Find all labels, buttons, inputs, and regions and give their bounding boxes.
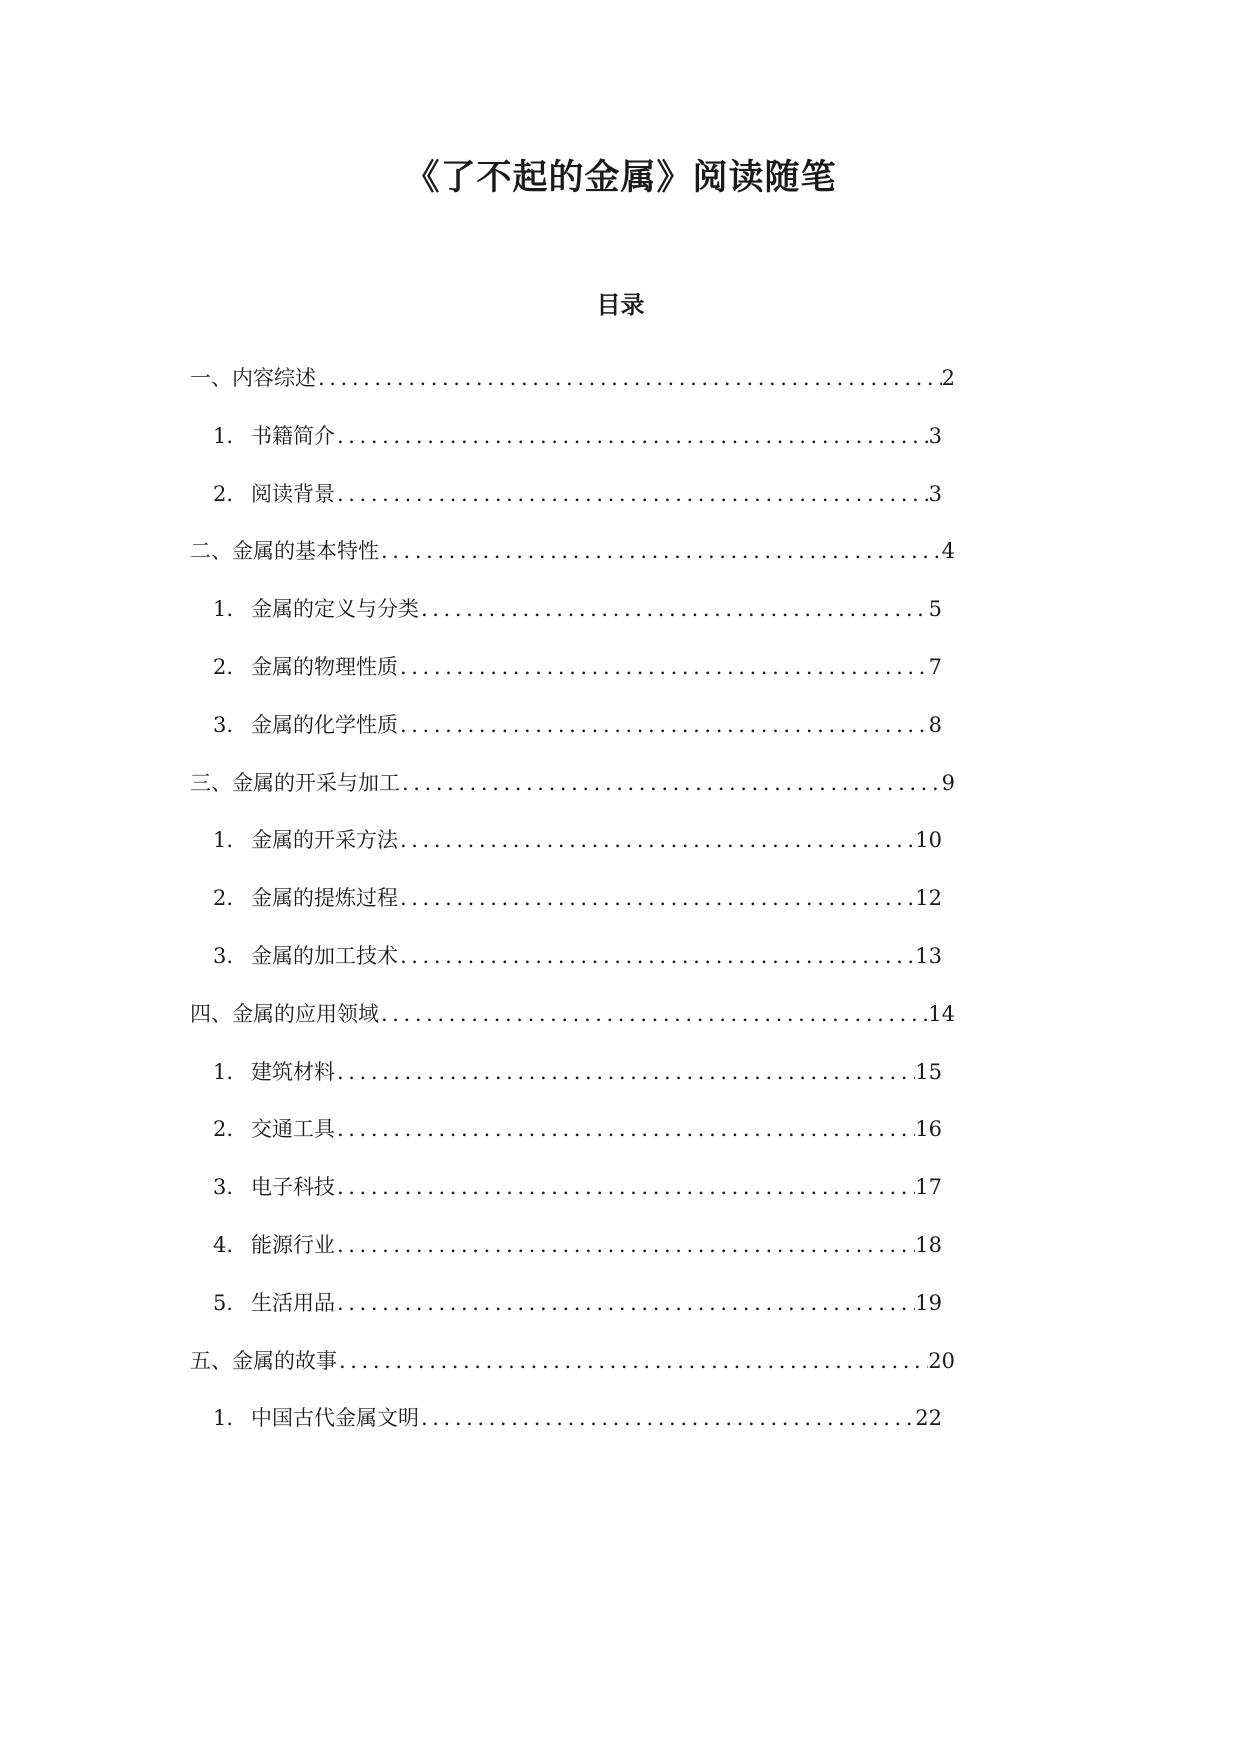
toc-entry-title: 交通工具 bbox=[251, 1117, 335, 1142]
toc-section-entry[interactable] bbox=[190, 536, 955, 566]
toc-entry-title: 金属的加工技术 bbox=[251, 944, 398, 968]
toc-section-entry[interactable] bbox=[190, 999, 955, 1029]
toc-dot-leader bbox=[398, 825, 915, 855]
toc-entry-number: 3. bbox=[213, 1175, 234, 1200]
toc-entry-title: 书籍简介 bbox=[251, 423, 335, 448]
toc-entry-title: 金属的开采方法 bbox=[251, 828, 398, 853]
toc-entry-title: 电子科技 bbox=[251, 1175, 335, 1200]
toc-entry-number: 1. bbox=[213, 1406, 234, 1431]
toc-dot-leader bbox=[335, 1230, 915, 1260]
toc-entry-page-number: 10 bbox=[915, 828, 942, 853]
toc-entry-number: 1. bbox=[213, 828, 234, 853]
toc-entry-page-number: 13 bbox=[915, 944, 942, 968]
toc-subsection-entry[interactable] bbox=[213, 594, 942, 624]
toc-entry-number: 5. bbox=[213, 1290, 234, 1315]
toc-subsection-entry[interactable] bbox=[213, 1403, 942, 1433]
toc-dot-leader bbox=[379, 536, 942, 566]
toc-subsection-entry[interactable] bbox=[213, 479, 942, 509]
toc-entry-number: 2. bbox=[213, 655, 234, 679]
toc-section-entry[interactable] bbox=[190, 768, 955, 798]
toc-entry-title: 四、金属的应用领域 bbox=[190, 1001, 379, 1026]
toc-dot-leader bbox=[398, 883, 915, 913]
toc-subsection-entry[interactable] bbox=[213, 1114, 942, 1144]
toc-entry-page-number: 4 bbox=[941, 539, 955, 564]
toc-entry-page-number: 22 bbox=[915, 1406, 942, 1431]
toc-entry-title: 三、金属的开采与加工 bbox=[190, 770, 400, 795]
toc-entry-title: 五、金属的故事 bbox=[190, 1348, 337, 1373]
toc-heading: 目录 bbox=[596, 291, 645, 319]
toc-entry-number: 1. bbox=[213, 423, 234, 448]
toc-dot-leader bbox=[398, 710, 929, 740]
toc-entry-page-number: 19 bbox=[915, 1290, 942, 1315]
toc-dot-leader bbox=[419, 1403, 915, 1433]
toc-entry-number: 2. bbox=[213, 886, 234, 911]
toc-entry-title: 中国古代金属文明 bbox=[251, 1406, 419, 1431]
toc-dot-leader bbox=[398, 941, 915, 971]
toc-entry-number: 2. bbox=[213, 1117, 234, 1142]
toc-entry-number: 1. bbox=[213, 1059, 234, 1084]
toc-entry-title: 生活用品 bbox=[251, 1290, 335, 1315]
toc-entry-page-number: 5 bbox=[928, 597, 942, 622]
toc-subsection-entry[interactable] bbox=[213, 825, 942, 855]
toc-entry-title: 二、金属的基本特性 bbox=[190, 539, 379, 564]
toc-entry-number: 2. bbox=[213, 481, 234, 506]
toc-subsection-entry[interactable] bbox=[213, 883, 942, 913]
toc-dot-leader bbox=[337, 1346, 928, 1376]
toc-entry-page-number: 14 bbox=[928, 1001, 955, 1026]
toc-dot-leader bbox=[398, 652, 929, 682]
toc-entry-page-number: 15 bbox=[915, 1059, 942, 1084]
toc-entry-page-number: 3 bbox=[928, 481, 942, 506]
toc-subsection-entry[interactable] bbox=[213, 652, 942, 682]
toc-dot-leader bbox=[335, 1057, 915, 1087]
toc-dot-leader bbox=[400, 768, 942, 798]
toc-entry-page-number: 18 bbox=[915, 1233, 942, 1257]
toc-entry-page-number: 3 bbox=[928, 423, 942, 448]
toc-entry-page-number: 17 bbox=[915, 1175, 942, 1200]
toc-entry-number: 4. bbox=[213, 1233, 234, 1257]
toc-subsection-entry[interactable] bbox=[213, 1288, 942, 1318]
toc-dot-leader bbox=[335, 479, 929, 509]
toc-dot-leader bbox=[335, 1288, 915, 1318]
toc-subsection-entry[interactable] bbox=[213, 710, 942, 740]
toc-entry-page-number: 16 bbox=[915, 1117, 942, 1142]
toc-entry-title: 金属的提炼过程 bbox=[251, 886, 398, 911]
toc-subsection-entry[interactable] bbox=[213, 1057, 942, 1087]
toc-dot-leader bbox=[316, 363, 942, 393]
toc-dot-leader bbox=[379, 999, 928, 1029]
toc-entry-number: 3. bbox=[213, 712, 234, 737]
toc-entry-title: 金属的物理性质 bbox=[251, 655, 398, 679]
toc-dot-leader bbox=[335, 1172, 915, 1202]
toc-subsection-entry[interactable] bbox=[213, 421, 942, 451]
toc-entry-title: 金属的定义与分类 bbox=[251, 597, 419, 622]
toc-entry-page-number: 2 bbox=[941, 366, 955, 390]
toc-section-entry[interactable] bbox=[190, 1346, 955, 1376]
toc-entry-page-number: 7 bbox=[928, 655, 942, 679]
toc-entry-page-number: 20 bbox=[928, 1348, 955, 1373]
toc-subsection-entry[interactable] bbox=[213, 1172, 942, 1202]
toc-entry-title: 金属的化学性质 bbox=[251, 712, 398, 737]
toc-entry-title: 建筑材料 bbox=[251, 1059, 335, 1084]
toc-entry-page-number: 12 bbox=[915, 886, 942, 911]
toc-dot-leader bbox=[335, 421, 929, 451]
toc-entry-number: 3. bbox=[213, 944, 234, 968]
toc-dot-leader bbox=[419, 594, 929, 624]
toc-entry-page-number: 9 bbox=[941, 770, 955, 795]
toc-dot-leader bbox=[335, 1114, 915, 1144]
document-title: 《了不起的金属》阅读随笔 bbox=[404, 158, 837, 198]
toc-subsection-entry[interactable] bbox=[213, 1230, 942, 1260]
toc-section-entry[interactable] bbox=[190, 363, 955, 393]
toc-entry-title: 阅读背景 bbox=[251, 481, 335, 506]
toc-entry-page-number: 8 bbox=[928, 712, 942, 737]
toc-entry-number: 1. bbox=[213, 597, 234, 622]
toc-entry-title: 一、内容综述 bbox=[190, 366, 316, 390]
toc-subsection-entry[interactable] bbox=[213, 941, 942, 971]
toc-entry-title: 能源行业 bbox=[251, 1233, 335, 1257]
